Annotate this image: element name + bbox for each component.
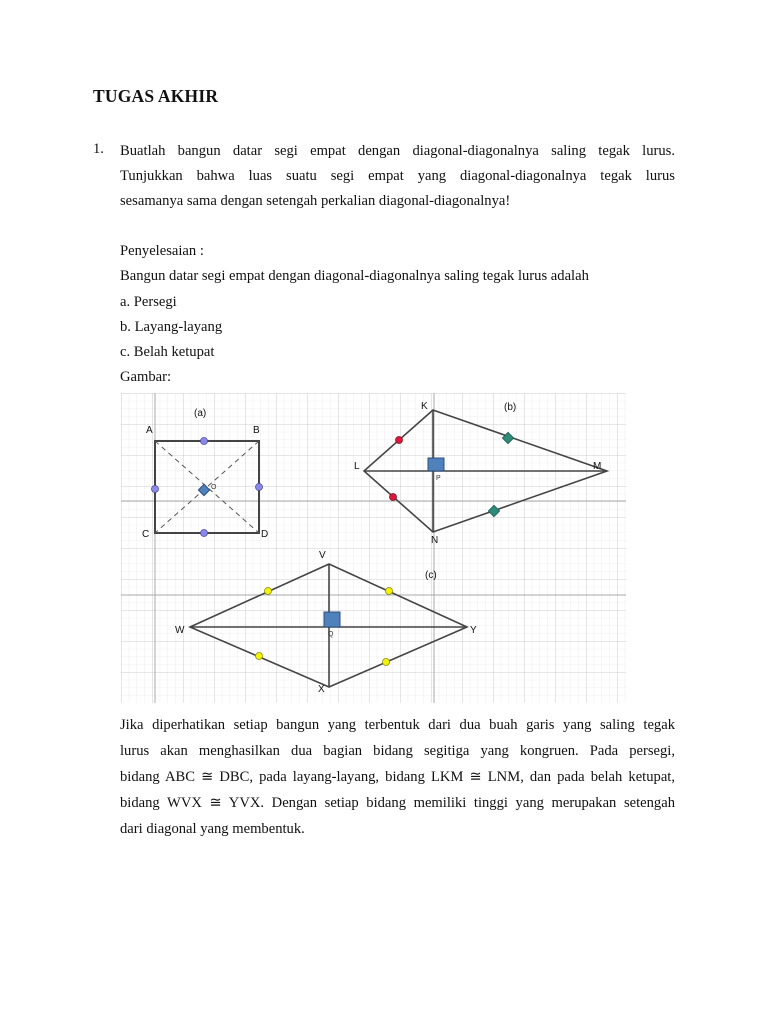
point-m: M	[593, 461, 602, 472]
conclusion-line-4: bidang WVX ≅ YVX. Dengan setiap bidang memiliki tinggi yang merupakan setengah	[120, 795, 675, 811]
kite-midpoint-ln	[390, 494, 397, 501]
point-k: K	[421, 401, 428, 412]
point-l: L	[354, 461, 360, 472]
figure-c-label: (c)	[425, 570, 437, 581]
figure-b-label: (b)	[504, 402, 517, 413]
conclusion-line-2: lurus akan menghasilkan dua bagian bidang segitiga yang kongruen. Pada persegi,	[120, 743, 675, 759]
rhombus-right-angle-marker	[324, 612, 340, 627]
figure-a-label: (a)	[194, 408, 207, 419]
point-p: P	[436, 475, 441, 482]
question-line-1: Buatlah bangun datar segi empat dengan diagonal-diagonalnya saling tegak lurus.	[120, 143, 675, 159]
kite-right-angle-marker	[428, 458, 444, 471]
rhombus-midpoint-vw	[265, 588, 272, 595]
kite-midpoint-kl	[396, 437, 403, 444]
point-c: C	[142, 529, 150, 540]
solution-heading: Penyelesaian :	[120, 243, 204, 259]
solution-item-b: b. Layang-layang	[120, 319, 223, 335]
square-midpoint-bottom	[201, 530, 208, 537]
square-midpoint-left	[152, 486, 159, 493]
square-midpoint-right	[256, 484, 263, 491]
rhombus-midpoint-vy	[386, 588, 393, 595]
point-x: X	[318, 684, 325, 695]
square-midpoint-top	[201, 438, 208, 445]
point-y: Y	[470, 625, 477, 636]
question-number: 1.	[93, 141, 104, 157]
point-v: V	[319, 550, 326, 561]
rhombus-midpoint-xy	[383, 659, 390, 666]
point-w: W	[175, 625, 185, 636]
question-line-2: Tunjukkan bahwa luas suatu segi empat yang diagonal-diagonalnya tegak lurus	[120, 168, 675, 184]
point-d: D	[261, 529, 269, 540]
conclusion-line-5: dari diagonal yang membentuk.	[120, 821, 305, 837]
figure-caption: Gambar:	[120, 369, 172, 385]
solution-item-c: c. Belah ketupat	[120, 344, 215, 360]
point-a: A	[146, 425, 153, 436]
point-o: O	[211, 484, 217, 491]
point-q: Q	[328, 631, 334, 638]
point-b: B	[253, 425, 260, 436]
document-title: TUGAS AKHIR	[93, 86, 219, 106]
question-line-3: sesamanya sama dengan setengah perkalian diagonal-diagonalnya!	[120, 193, 511, 209]
solution-item-a: a. Persegi	[120, 294, 177, 310]
conclusion-line-3: bidang ABC ≅ DBC, pada layang-layang, bidang LKM ≅ LNM, dan pada belah ketupat,	[120, 769, 675, 785]
point-n: N	[431, 535, 439, 546]
solution-intro: Bangun datar segi empat dengan diagonal-diagonalnya saling tegak lurus adalah	[120, 268, 589, 284]
conclusion-paragraph	[120, 712, 675, 842]
rhombus-midpoint-wx	[256, 653, 263, 660]
grid-major	[121, 393, 626, 703]
conclusion-line-1: Jika diperhatikan setiap bangun yang terbentuk dari dua buah garis yang saling tegak	[120, 717, 675, 733]
